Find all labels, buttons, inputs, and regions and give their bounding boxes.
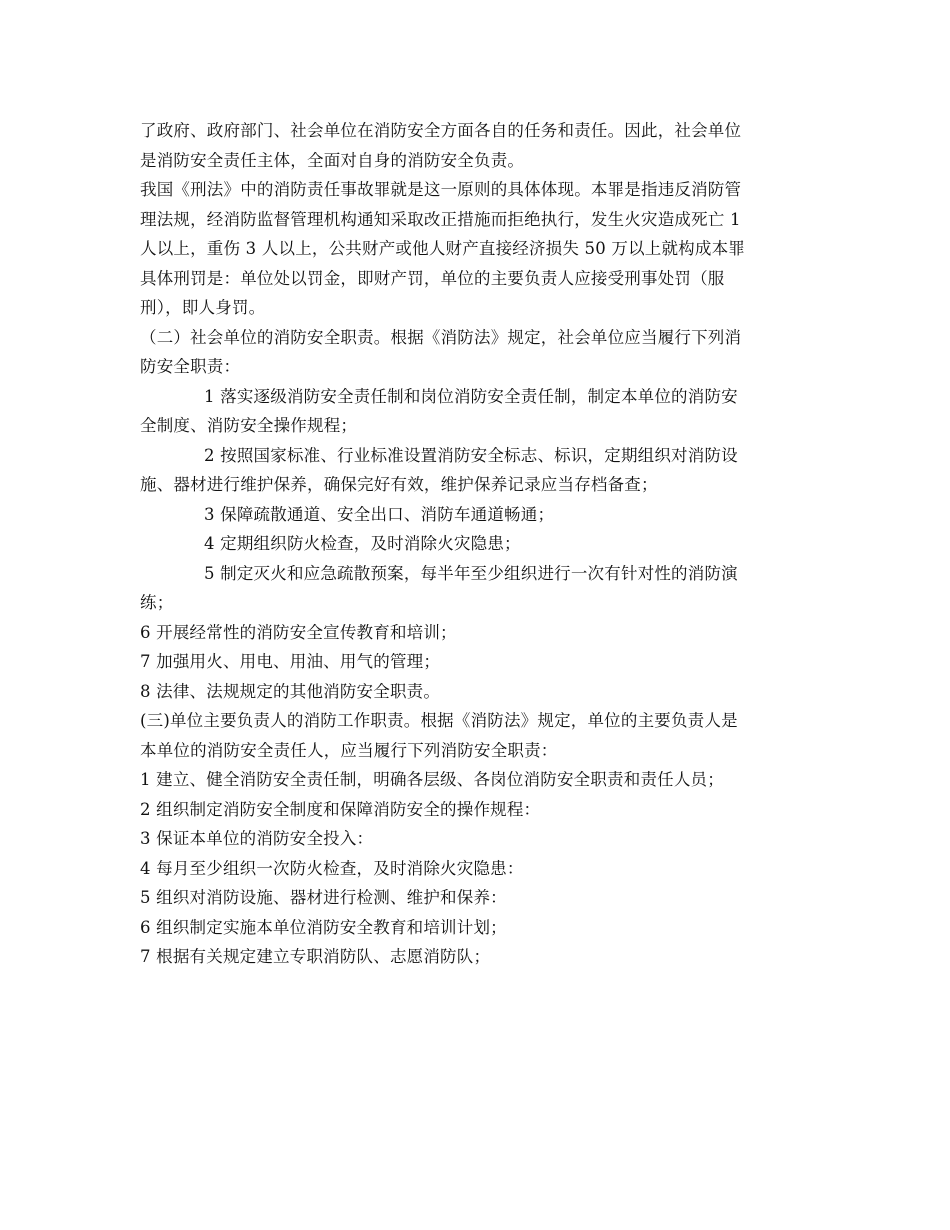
list-item: 2 按照国家标准、行业标准设置消防安全标志、标识，定期组织对消防设 — [204, 445, 738, 465]
list-item: 7 根据有关规定建立专职消防队、志愿消防队； — [140, 947, 491, 966]
list-item: 6 开展经常性的消防安全宣传教育和培训； — [140, 622, 457, 642]
text-line: 是消防安全责任主体，全面对自身的消防安全负责。 — [140, 150, 525, 170]
text-line: 练； — [140, 593, 174, 612]
list-item: 5 组织对消防设施、器材进行检测、维护和保养： — [140, 888, 507, 907]
document-body — [140, 116, 820, 972]
text-line: 防安全职责： — [140, 357, 241, 376]
text-line: 刑），即人身罚。 — [140, 298, 266, 317]
list-item: 5 制定灭火和应急疏散预案，每半年至少组织进行一次有针对性的消防演 — [204, 563, 738, 583]
list-item: 7 加强用火、用电、用油、用气的管理； — [140, 652, 441, 671]
list-item: 6 组织制定实施本单位消防安全教育和培训计划； — [140, 917, 507, 937]
text-line: 本单位的消防安全责任人，应当履行下列消防安全职责： — [140, 740, 558, 760]
text-line: 理法规，经消防监督管理机构通知采取改正措施而拒绝执行，发生火灾造成死亡 1 — [140, 209, 741, 229]
text-line: 我国《刑法》中的消防责任事故罪就是这一原则的具体体现。本罪是指违反消防管 — [140, 180, 742, 199]
text-line: 施、器材进行维护保养，确保完好有效，维护保养记录应当存档备查； — [140, 475, 658, 494]
section-heading: (三)单位主要负责人的消防工作职责。根据《消防法》规定，单位的主要负责人是 — [140, 711, 738, 730]
list-item: 2 组织制定消防安全制度和保障消防安全的操作规程： — [140, 799, 541, 819]
text-line: 了政府、政府部门、社会单位在消防安全方面各自的任务和责任。因此，社会单位 — [140, 121, 742, 140]
list-item: 4 每月至少组织一次防火检查，及时消除火灾隐患： — [140, 858, 524, 878]
list-item: 4 定期组织防火检查，及时消除火灾隐患； — [204, 534, 521, 553]
section-heading: （二）社会单位的消防安全职责。根据《消防法》规定，社会单位应当履行下列消 — [140, 327, 742, 347]
list-item: 8 法律、法规规定的其他消防安全职责。 — [140, 681, 441, 701]
list-item: 1 建立、健全消防安全责任制，明确各层级、各岗位消防安全职责和责任人员； — [140, 770, 724, 789]
text-line: 全制度、消防安全操作规程； — [140, 416, 358, 435]
list-item: 3 保证本单位的消防安全投入： — [140, 829, 374, 848]
text-line: 人以上，重伤 3 人以上，公共财产或他人财产直接经济损失 50 万以上就构成本罪 — [140, 239, 745, 258]
list-item: 3 保障疏散通道、安全出口、消防车通道畅通； — [204, 504, 555, 524]
text-line: 具体刑罚是：单位处以罚金，即财产罚，单位的主要负责人应接受刑事处罚（服 — [140, 268, 725, 288]
list-item: 1 落实逐级消防安全责任制和岗位消防安全责任制，制定本单位的消防安 — [204, 386, 738, 406]
